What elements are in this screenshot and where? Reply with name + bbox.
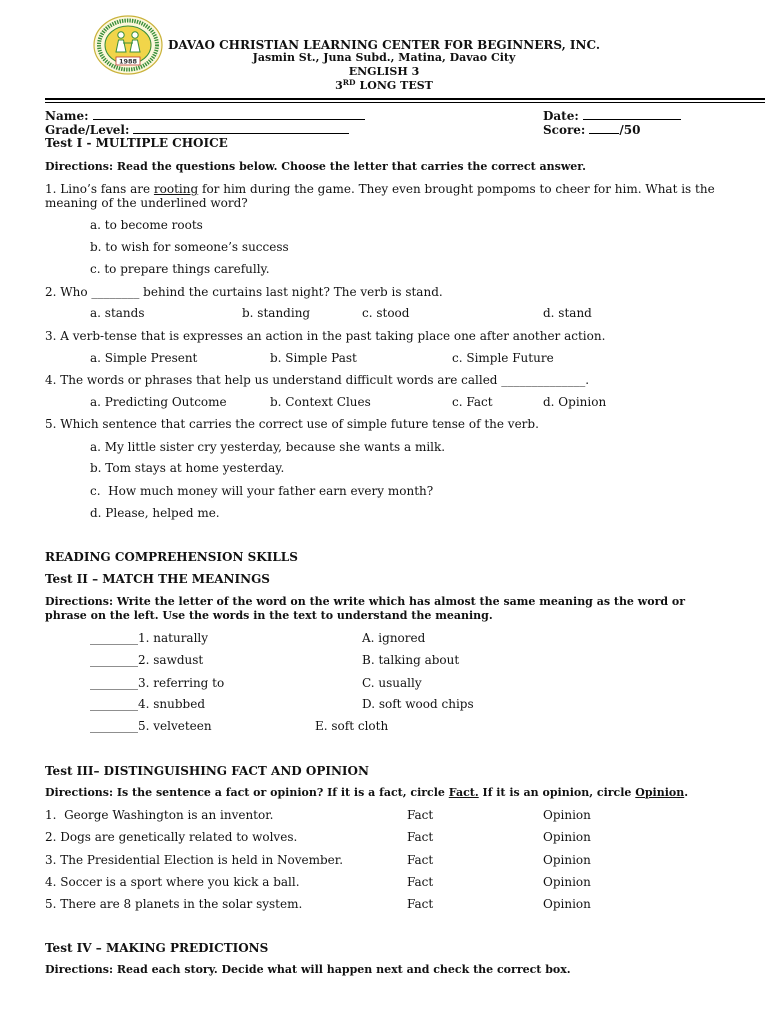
- date-blank: [583, 108, 681, 120]
- match-choice-c: C. usually: [362, 676, 422, 690]
- q5-text: 5. Which sentence that carries the correct use of simple future tense of the verb.: [45, 417, 539, 431]
- test-title-text: LONG TEST: [359, 79, 433, 92]
- match-item-3: ________3. referring to: [90, 676, 225, 690]
- q5-option-d: d. Please, helped me.: [90, 506, 220, 520]
- match-item-1: ________1. naturally: [90, 631, 209, 645]
- q1-text-before: 1. Lino’s fans are: [45, 182, 154, 196]
- q2-option-a: a. stands: [90, 306, 145, 320]
- fact-opinion-statement-2: 2. Dogs are genetically related to wolves.: [45, 830, 298, 844]
- score-blank: [589, 122, 619, 134]
- fact-opinion-statement-3: 3. The Presidential Election is held in November.: [45, 853, 344, 867]
- q4-option-d: d. Opinion: [543, 395, 607, 409]
- opinion-choice-1: Opinion: [543, 808, 591, 822]
- school-name: DAVAO CHRISTIAN LEARNING CENTER FOR BEGINNERS, INC.: [167, 38, 601, 52]
- match-choice-a: A. ignored: [362, 631, 426, 645]
- fact-choice-3: Fact: [407, 853, 434, 867]
- header-rule-thick: [45, 98, 765, 100]
- fact-choice-1: Fact: [407, 808, 434, 822]
- fact-opinion-statement-5: 5. There are 8 planets in the solar system.: [45, 897, 303, 911]
- test3-directions-end: .: [684, 786, 689, 799]
- reading-section-heading: READING COMPREHENSION SKILLS: [45, 550, 298, 564]
- q2-option-d: d. stand: [543, 306, 592, 320]
- q2-option-c: c. stood: [362, 306, 410, 320]
- q5-option-a: a. My little sister cry yesterday, because she wants a milk.: [90, 440, 446, 454]
- q3-option-b: b. Simple Past: [270, 351, 357, 365]
- q1-option-a: a. to become roots: [90, 218, 203, 232]
- q2-option-b: b. standing: [242, 306, 311, 320]
- q1-option-b: b. to wish for someone’s success: [90, 240, 289, 254]
- match-item-4: ________4. snubbed: [90, 697, 206, 711]
- header-rule-thin: [45, 102, 765, 103]
- score-label: Score:: [543, 123, 586, 137]
- q1-text-after: for him during the game. They even brought pompoms to cheer for him. What is the: [198, 182, 715, 196]
- fact-opinion-statement-1: 1. George Washington is an inventor.: [45, 808, 274, 822]
- test-number: 3: [335, 79, 343, 92]
- name-label: Name:: [45, 109, 89, 123]
- q1-text: [45, 182, 715, 196]
- test2-directions-line2: phrase on the left. Use the words in the text to understand the meaning.: [45, 609, 493, 622]
- match-item-5: ________5. velveteen: [90, 719, 212, 733]
- test3-heading: Test III– DISTINGUISHING FACT AND OPINION: [45, 764, 369, 778]
- date-row: [543, 108, 681, 123]
- name-row: [45, 108, 365, 123]
- test3-directions-middle: If it is an opinion, circle: [478, 786, 636, 799]
- test-title: [0, 79, 768, 94]
- grade-blank: [133, 122, 349, 134]
- fact-choice-4: Fact: [407, 875, 434, 889]
- opinion-choice-4: Opinion: [543, 875, 591, 889]
- test-ordinal: RD: [342, 78, 356, 87]
- date-label: Date:: [543, 109, 579, 123]
- q3-option-c: c. Simple Future: [452, 351, 554, 365]
- match-choice-e: E. soft cloth: [315, 719, 389, 733]
- grade-label: Grade/Level:: [45, 123, 130, 137]
- q5-option-b: b. Tom stays at home yesterday.: [90, 461, 285, 475]
- match-choice-d: D. soft wood chips: [362, 697, 474, 711]
- fact-choice-5: Fact: [407, 897, 434, 911]
- test1-heading: Test I - MULTIPLE CHOICE: [45, 136, 228, 150]
- q4-option-a: a. Predicting Outcome: [90, 395, 227, 409]
- test3-directions-fact: Fact.: [448, 786, 479, 799]
- fact-choice-2: Fact: [407, 830, 434, 844]
- fact-opinion-statement-4: 4. Soccer is a sport where you kick a ball.: [45, 875, 300, 889]
- opinion-choice-5: Opinion: [543, 897, 591, 911]
- test4-directions: Directions: Read each story. Decide what will happen next and check the correct box.: [45, 963, 571, 976]
- q4-option-c: c. Fact: [452, 395, 493, 409]
- q1-option-c: c. to prepare things carefully.: [90, 262, 270, 276]
- q3-option-a: a. Simple Present: [90, 351, 198, 365]
- q1-text-line2: meaning of the underlined word?: [45, 196, 248, 210]
- test3-directions: [45, 786, 688, 800]
- score-row: [543, 122, 640, 137]
- q2-text: 2. Who ________ behind the curtains last night? The verb is stand.: [45, 285, 443, 299]
- test2-directions-line1: Directions: Write the letter of the word on the write which has almost the same meaning as the word or: [45, 595, 686, 608]
- opinion-choice-2: Opinion: [543, 830, 591, 844]
- q3-text: 3. A verb-tense that is expresses an action in the past taking place one after another action.: [45, 329, 606, 343]
- test2-heading: Test II – MATCH THE MEANINGS: [45, 572, 270, 586]
- grade-row: [45, 122, 349, 137]
- opinion-choice-3: Opinion: [543, 853, 591, 867]
- test1-directions: Directions: Read the questions below. Choose the letter that carries the correct answer.: [45, 160, 586, 173]
- q1-underlined-word: rooting: [153, 182, 199, 196]
- match-choice-b: B. talking about: [362, 653, 460, 667]
- test4-heading: Test IV – MAKING PREDICTIONS: [45, 941, 269, 955]
- name-blank: [93, 108, 365, 120]
- subject-title: ENGLISH 3: [348, 65, 420, 78]
- test3-directions-opinion: Opinion: [635, 786, 685, 799]
- q4-text: 4. The words or phrases that help us understand difficult words are called ______________.: [45, 373, 590, 387]
- test3-directions-before: Directions: Is the sentence a fact or opinion? If it is a fact, circle: [45, 786, 449, 799]
- school-address: Jasmin St., Juna Subd., Matina, Davao City: [252, 51, 516, 64]
- logo-year: 1988: [118, 57, 138, 66]
- score-total: /50: [619, 123, 641, 137]
- q5-option-c: c. How much money will your father earn every month?: [90, 484, 434, 498]
- q4-option-b: b. Context Clues: [270, 395, 371, 409]
- match-item-2: ________2. sawdust: [90, 653, 204, 667]
